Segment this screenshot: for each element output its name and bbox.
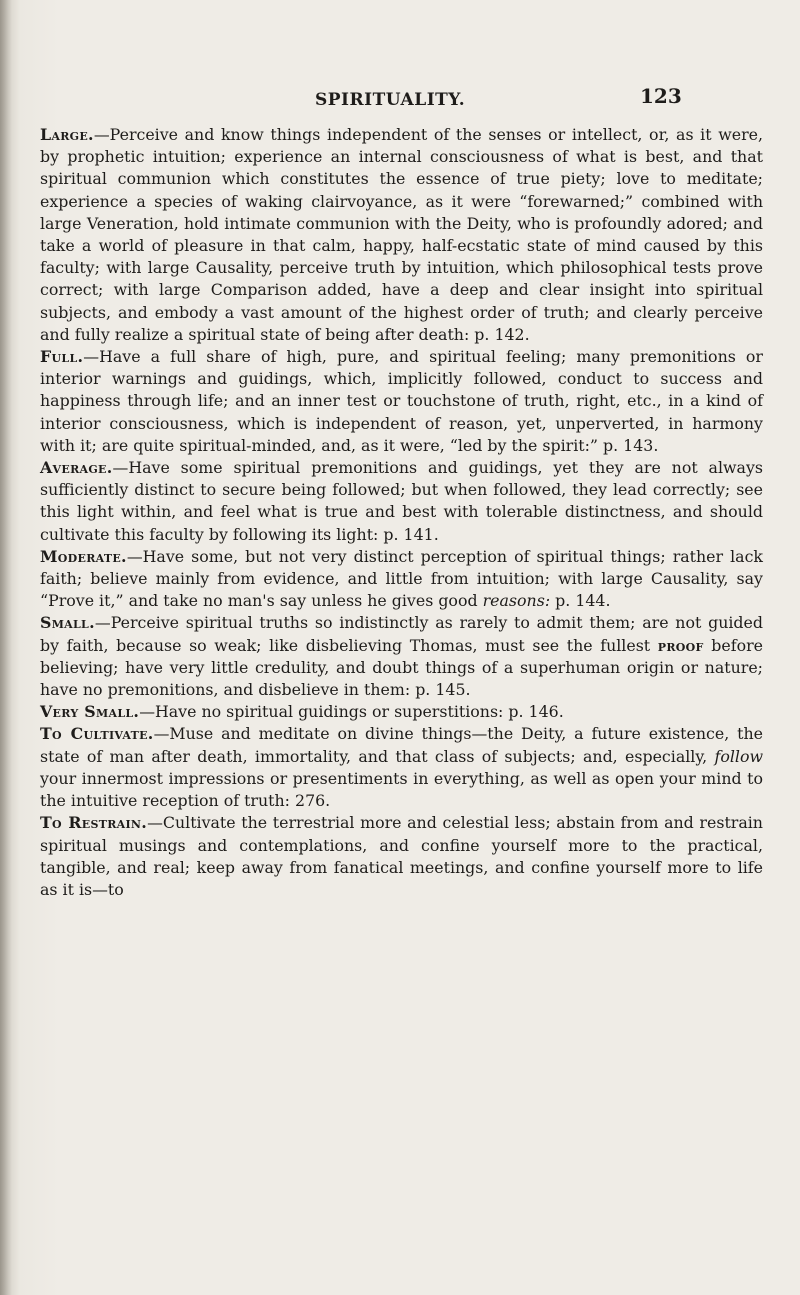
entry-tail: before believing; have very little credulity, and doubt things of a superhuman origin or nature; have no premonitions, and disbelieve in them: p. 145. bbox=[40, 635, 763, 700]
entry-text: —Have some spiritual premonitions and guidings, yet they are not always sufficiently distinct to secure being followed; but when followed, they lead correctly; see this light within, and feel what is true and best with tolerable distinctness, and should cultivate this faculty by following its light: p. 141. bbox=[40, 458, 763, 544]
page-header bbox=[40, 84, 682, 114]
page-number: 123 bbox=[640, 84, 682, 108]
entry-smallcaps: proof bbox=[657, 635, 704, 655]
entry-tail: p. 144. bbox=[550, 591, 611, 611]
entry-text: —Perceive and know things independent of the senses or intellect, or, as it were, by prophetic intuition; experience an internal consciousness of what is best, and that spiritual communion which constitutes the essence of true piety; love to meditate; experience a species of waking clairvoyance, as it were “forewarned;” combined with large Veneration, hold intimate communion with the Deity, who is profoundly adored; and take a world of pleasure in that calm, happy, half-ecstatic state of mind caused by this faculty; with large Causality, perceive truth by intuition, which philosophical tests prove correct; with large Comparison added, have a deep and clear insight into spiritual subjects, and embody a vast amount of the highest order of truth; and clearly perceive and fully realize a spiritual state of being after death: p. 142. bbox=[40, 125, 763, 344]
entry-very-small bbox=[40, 701, 763, 723]
entry-term: Very Small. bbox=[40, 702, 140, 722]
entry-text: —Have a full share of high, pure, and spiritual feeling; many premonitions or interior warnings and guidings, which, implicitly followed, conduct to success and happiness through life; and an inner test or touchstone of truth, right, etc., in a kind of interior consciousness, which is independent of reason, yet, unperverted, in harmony with it; are quite spiritual-minded, and, as it were, “led by the spirit:” p. 143. bbox=[40, 347, 763, 455]
entry-text: —Perceive spiritual truths so indistinctly as rarely to admit them; are not guided by faith, because so weak; like disbelieving Thomas, must see the fullest bbox=[40, 613, 763, 655]
entry-small bbox=[40, 612, 763, 701]
entry-italic: follow bbox=[714, 746, 763, 766]
entry-term: Moderate. bbox=[40, 546, 127, 566]
entry-term: To Restrain. bbox=[40, 813, 148, 833]
entry-term: Average. bbox=[40, 458, 113, 478]
entry-moderate bbox=[40, 546, 763, 613]
entry-term: Small. bbox=[40, 613, 95, 633]
entry-large bbox=[40, 124, 763, 346]
page-body bbox=[40, 124, 763, 901]
entry-average bbox=[40, 457, 763, 546]
entry-term: Large. bbox=[40, 125, 94, 144]
entry-text: —Cultivate the terrestrial more and celestial less; abstain from and restrain spiritual musings and contemplations, and confine yourself more to the practical, tangible, and real; keep away from fanatical meetings, and confine yourself more to life as it is—to bbox=[40, 813, 763, 899]
entry-text: —Have no spiritual guidings or superstitions: p. 146. bbox=[139, 702, 564, 722]
entry-tail: your innermost impressions or presentiments in everything, as well as open your mind to the intuitive reception of truth: 276. bbox=[40, 768, 763, 811]
entry-italic: reasons: bbox=[482, 591, 551, 611]
entry-to-cultivate bbox=[40, 723, 763, 812]
entry-term: To Cultivate. bbox=[40, 724, 154, 744]
entry-term: Full. bbox=[40, 347, 84, 367]
entry-text: —Muse and meditate on divine things—the Deity, a future existence, the state of man after death, immortality, and that class of subjects; and, especially, bbox=[40, 724, 763, 766]
entry-to-restrain bbox=[40, 812, 763, 901]
entry-text: —Have some, but not very distinct perception of spiritual things; rather lack faith; believe mainly from evidence, and little from intuition; with large Causality, say “Prove it,” and take no man's say unless he gives good bbox=[40, 546, 763, 611]
running-title: SPIRITUALITY. bbox=[315, 90, 466, 110]
entry-full bbox=[40, 346, 763, 457]
binding-shadow bbox=[0, 0, 12, 1295]
